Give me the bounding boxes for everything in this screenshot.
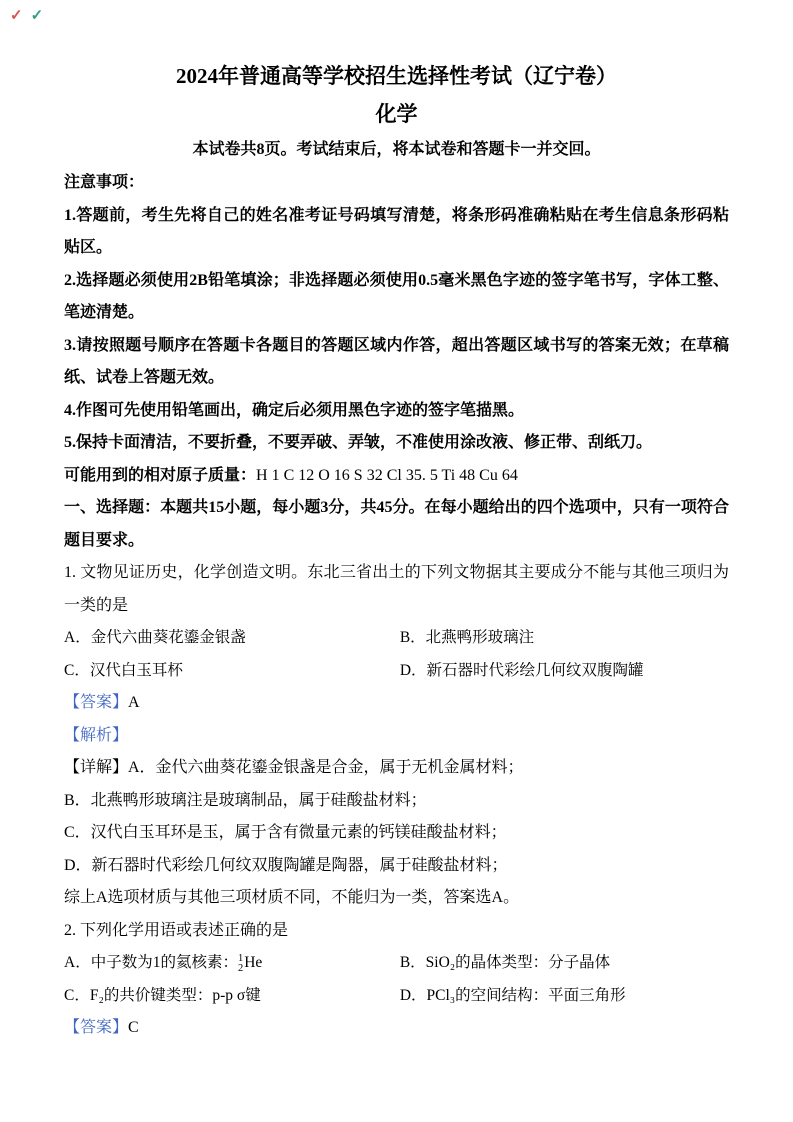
- answer-label: 【答案】: [64, 1019, 129, 1036]
- answer-value: C: [128, 1019, 139, 1036]
- atomic-mass-line: [64, 460, 729, 493]
- atomic-mass-values: H 1 C 12 O 16 S 32 Cl 35. 5 Ti 48 Cu 64: [256, 466, 518, 484]
- question-2-answer-line: [64, 1012, 729, 1045]
- exam-return-note: 本试卷共8页。考试结束后，将本试卷和答题卡一并交回。: [192, 141, 601, 158]
- notice-item-3: 3.请按照题号顺序在答题卡各题目的答题区域内作答，超出答题区域书写的答案无效；在草稿纸、试卷上答题无效。: [64, 336, 729, 386]
- question-2-option-b: B．SiO₂的晶体类型：分子晶体: [399, 954, 611, 971]
- question-2-option-a: [64, 947, 400, 980]
- nuclide-mass-number: 1 2: [237, 952, 244, 974]
- question-1-detail-b: B．北燕鸭形玻璃注是玻璃制品，属于硅酸盐材料；: [64, 791, 427, 809]
- notice-item-2: 2.选择题必须使用2B铅笔填涂；非选择题必须使用0.5毫米黑色字迹的签字笔书写，字体工整、笔迹清楚。: [64, 271, 729, 321]
- check-icon: ✓: [10, 8, 31, 24]
- question-1-option-b: B．北燕鸭形玻璃注: [399, 629, 535, 646]
- question-1-stem: 1. 文物见证历史，化学创造文明。东北三省出土的下列文物据其主要成分不能与其他三项归为一类的是: [64, 564, 729, 614]
- nuclide-symbol: He: [244, 954, 263, 971]
- exam-title: 2024年普通高等学校招生选择性考试（辽宁卷）: [176, 64, 617, 88]
- question-1-options-row-1: [64, 622, 729, 655]
- question-1-detail-c: C．汉代白玉耳环是玉，属于含有微量元素的钙镁硅酸盐材料；: [64, 824, 507, 841]
- answer-value: A: [128, 694, 140, 711]
- question-1-option-c: C．汉代白玉耳杯: [64, 661, 183, 679]
- atomic-mass-label: 可能用到的相对原子质量：: [64, 466, 257, 484]
- notice-item-5: 5.保持卡面清洁，不要折叠，不要弄破、弄皱，不准使用涂改液、修正带、刮纸刀。: [64, 434, 653, 451]
- question-1-detail-d: D．新石器时代彩绘几何纹双腹陶罐是陶器，属于硅酸盐材料；: [64, 856, 508, 874]
- question-2-option-c: C．F₂的共价键类型：p-p σ键: [64, 986, 261, 1004]
- question-1-options-row-2: [64, 655, 729, 688]
- answer-label: 【答案】: [64, 694, 129, 711]
- question-1-detail-a: 【详解】A．金代六曲葵花鎏金银盏是合金，属于无机金属材料；: [64, 759, 524, 776]
- question-2-stem: 2. 下列化学用语或表述正确的是: [64, 921, 289, 939]
- section-heading: 一、选择题：本题共15小题，每小题3分，共45分。在每小题给出的四个选项中，只有一项符合题目要求。: [64, 499, 729, 549]
- exam-subject: 化学: [375, 102, 418, 126]
- notice-item-4: 4.作图可先使用铅笔画出，确定后必须用黑色字迹的签字笔描黑。: [64, 401, 525, 419]
- helium-nuclide-formula: [237, 952, 263, 974]
- notice-item-1: 1.答题前，考生先将自己的姓名准考证号码填写清楚，将条形码准确粘贴在考生信息条形码粘贴区。: [64, 206, 729, 256]
- notice-heading: 注意事项：: [64, 174, 145, 191]
- question-1-option-d: D．新石器时代彩绘几何纹双腹陶罐: [399, 661, 644, 679]
- question-2-option-a-text: A．中子数为1的氦核素：: [64, 954, 238, 971]
- question-2-options-row-2: [64, 980, 729, 1013]
- corner-marks: [10, 6, 51, 25]
- question-1-analysis-line: [64, 720, 729, 753]
- analysis-label: 【解析】: [64, 726, 129, 744]
- check-icon: ✓: [30, 8, 52, 24]
- question-1-detail-summary: 综上A选项材质与其他三项材质不同，不能归为一类，答案选A。: [64, 889, 520, 906]
- question-2-option-d: D．PCl₃的空间结构：平面三角形: [399, 986, 626, 1004]
- question-1-option-a: A．金代六曲葵花鎏金银盏: [64, 629, 246, 646]
- question-2-options-row-1: [64, 947, 729, 980]
- question-1-answer-line: [64, 687, 729, 720]
